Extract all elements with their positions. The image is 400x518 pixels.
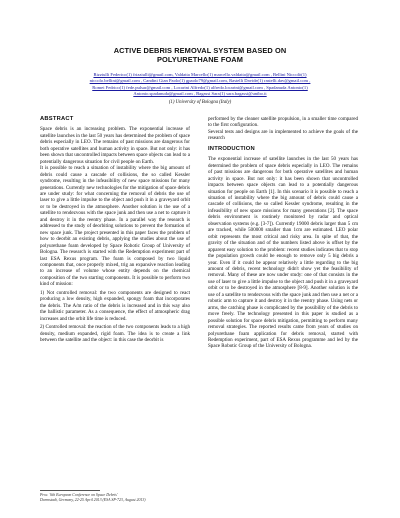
footnote-line-2: Darmstadt, Germany, 22-25 April 2013 (ESA SP-723, August 2013) xyxy=(40,498,146,502)
author-line-2[interactable]: niccolo.bellini@gmail.com , Candini Gian Paolo(1) gpaolo79@gmail.com, Rastelli Davide(1) rastelli.dav@gmail.com , xyxy=(89,78,311,84)
abstract-paragraph: 2) Controlled removal: the reaction of the two components leads to a high density, medium expanded, rigid foam. The idea is to create a link between the satellite and the object: in this case the deorbit is xyxy=(40,324,190,343)
affiliation: (1) University of Bologna (Italy) xyxy=(168,100,232,105)
introduction-heading: INTRODUCTION xyxy=(208,145,255,152)
title-line-1: ACTIVE DEBRIS REMOVAL SYSTEM BASED ON xyxy=(113,46,287,55)
author-line-4[interactable]: Antonio.spadanuda@gmail.com , Bagassi Sara(1) sara.bagassi@unibo.it xyxy=(133,91,267,97)
abstract-paragraph: It is possible to reach a situation of instability where the big amount of debris could cause a cascade of collisions, the so called Kessler syndrome, resulting in the infeasibility of new space missions for many generations. Currently new technologies for the mitigation of space debris are under study: for what concerning the removal of debris the use of laser to give a little impulse to the object and push it in a graveyard orbit or to be destroyed in the atmosphere. Another solution is the use of a satellite to rendezvous with the space junk and then use a net to capture it and destroy it in the reentry phase. In a parallel way the research is addressed to the study of deorbiting solutions to prevent the formation of new space junk. The project presented in this paper faces the problem of how to deorbit an existing debris, applying the studies about the use of polyurethane foam developed by Space Robotic Group of University of Bologna. The research is started with the Redemption experiment part of last ESA Rexus program. The foam is composed by two liquid components that, once properly mixed, trig an expansive reaction leading to an increase of volume whose entity depends on the chemical composition of the two starting components. It is possible to perform two kind of mission: xyxy=(40,165,190,288)
abstract-paragraph: 1) Not controlled removal: the two components are designed to react producing a low density, high expanded, spongy foam that incorporates the debris. The A/m ratio of the debris is increased and in this way also the ballistic parameter. As a consequence, the effect of atmospheric drag increases and the orbit life time is reduced. xyxy=(40,289,190,322)
author-line-3[interactable]: Romei Fedrico(1) fede.pulsar@gmail.com , Locarini Alfredo(1) alfredo.locarini@gmail.com , Spadanuda Antonio(1) xyxy=(92,84,308,90)
abstract-continuation: Several tests and designs are in implemented to achieve the goals of the research xyxy=(208,128,358,142)
title-line-2: POLYURETHANE FOAM xyxy=(156,55,243,64)
right-column xyxy=(208,116,358,350)
paper-title xyxy=(40,46,360,64)
abstract-continuation: performed by the cleaner satellite propulsion, in a smaller time compared to the first configuration. xyxy=(208,116,358,129)
introduction-paragraph: The exponential increase of satellite launches in the last 50 years has determined the problem of space debris especially in LEO. The remains of past missions are dangerous for both operative satellites and human activity in space. But not only: it has been shown that uncontrolled impacts between space objects can lead to a potentially dangerous situation for people on Earth [1]. In this scenario it is possible to reach a situation of instability where the big amount of debris could cause a cascade of collisions, the so called Kessler syndrome, resulting in the infeasibility of new space missions for many generations [2]. The space debris environment is routinely monitored by radar and optical observation systems (e.g. [3-7]). Currently 19000 debris larger than 5 cm are tracked, while 500000 smaller than 1cm are estimated. LEO polar orbit represents the most critical and risky area. In spite of that, the gravity of the situation and of the numbers listed above is offset by the apparent easy solution to the problem: recent studies indicates that to stop the population growth could be enough to remove only 5 big debris a year. Even if it could be appear relatively a little regarding to the big amount of debris, recent technology didn't show yet the feasibility of removal. Many of these are now under study: one of that consists in the use of laser to give a little impulse to the object and push it in a graveyard orbit or to be destroyed in the atmosphere [8-9]. Another solution is the use of a satellite to rendezvous with the space junk and then use a net or a robotic arm to capture it and destroy it in the reentry phase. Using nets or arms, the catching phase is complicated by the possibility of the debris to move freely. The technology presented in this paper is studied as a possible solution for space debris mitigation, permitting to perform many removal strategies. The reported results came from years of studies on polyurethane foam application for debris removal, started with Redemption experiment, part of ESA Rexus programme and led by the Space Robotic Group of the University of Bologna. xyxy=(208,156,358,350)
abstract-heading: ABSTRACT xyxy=(40,116,74,122)
footnote-line-1: Proc. '6th European Conference on Space Debris' xyxy=(40,493,118,497)
footnote xyxy=(40,493,260,503)
author-list xyxy=(34,72,366,98)
left-column xyxy=(40,116,190,343)
author-line-1[interactable]: Rizziulli Federico(1) frizziulli@gmail.com, Valdatta Marcello(1) marcello.valdatta@gmail.com , Bellini Niccolò(1) xyxy=(93,72,307,77)
abstract-paragraph: Space debris is an increasing problem. The exponential increase of satellite launches in the last 50 years has determined the problem of space debris especially in LEO. The remains of past missions are dangerous for both operative satellites and human activity in space. But not only: it has been shown that uncontrolled impacts between space objects can lead to a potentially dangerous situation for civil people on Earth. xyxy=(40,126,190,165)
footnote-rule xyxy=(40,490,100,491)
